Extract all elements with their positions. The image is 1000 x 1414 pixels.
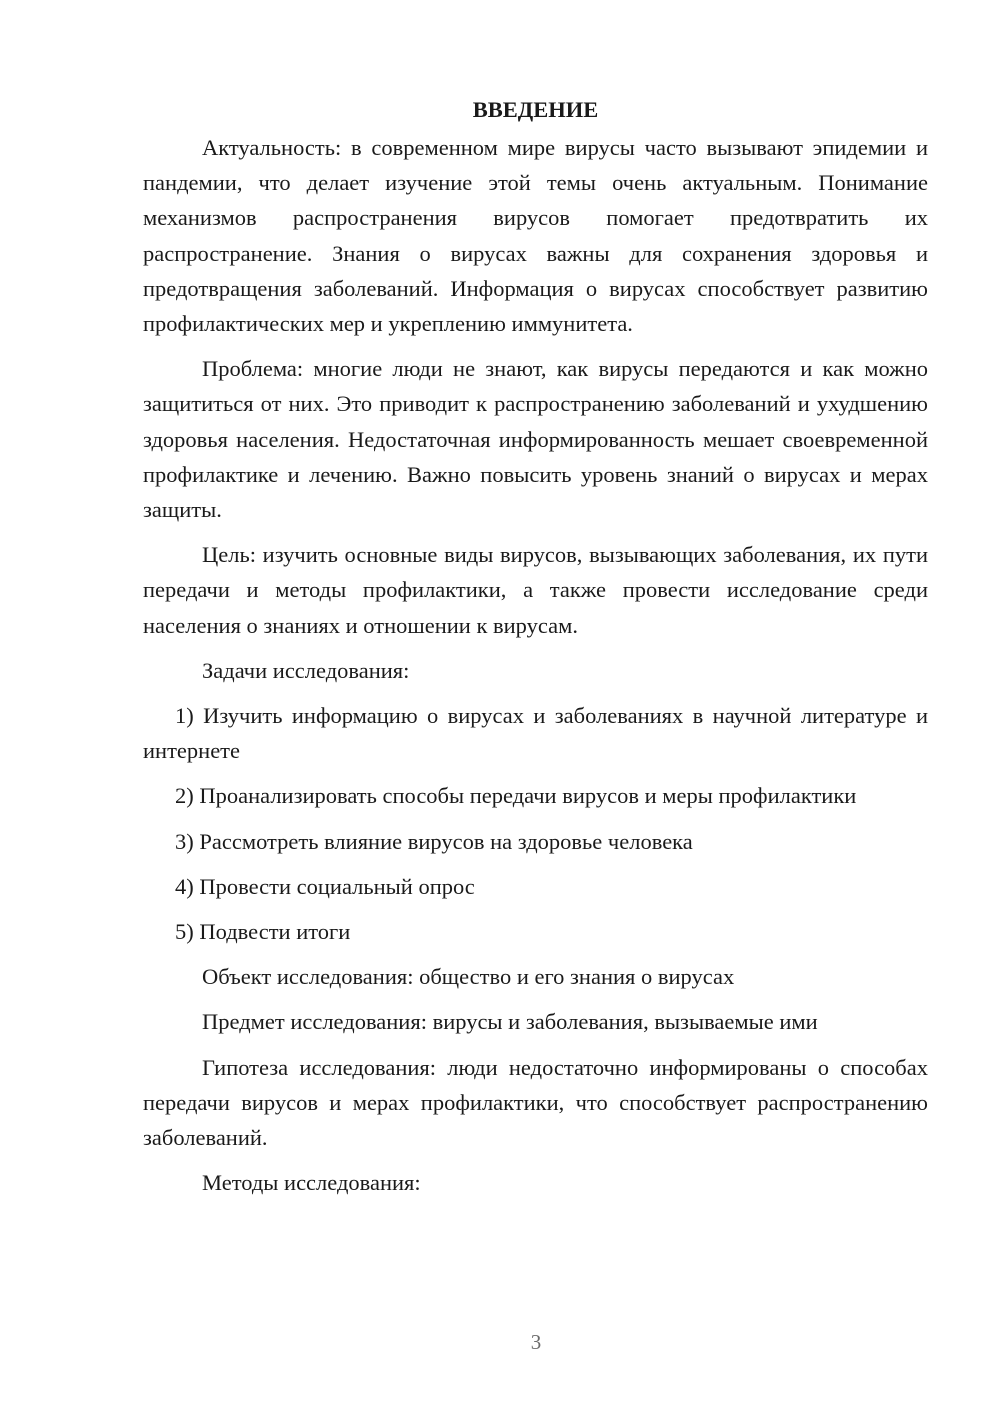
page-content — [143, 92, 928, 1200]
page-number: 3 — [530, 1330, 542, 1354]
paragraph-relevance: Актуальность: в современном мире вирусы часто вызывают эпидемии и пандемии, что делает изучение этой темы очень актуальным. Понимание механизмов распространения вирусов помогает предотвратить их распространение. Знания о вирусах важны для сохранения здоровья и предотвращения заболеваний. Информация о вирусах способствует развитию профилактических мер и укреплению иммунитета. — [143, 135, 928, 337]
paragraph-hypothesis: Гипотеза исследования: люди недостаточно информированы о способах передачи вирусов и мерах профилактики, что способствует распространению заболеваний. — [143, 1054, 928, 1151]
paragraph-problem: Проблема: многие люди не знают, как вирусы передаются и как можно защититься от них. Это приводит к распространению заболеваний и ухудшению здоровья населения. Недостаточная информированность мешает своевременной профилактике и лечению. Важно повысить уровень знаний о вирусах и мерах защиты. — [143, 356, 928, 523]
task-item-1: 1) Изучить информацию о вирусах и заболеваниях в научной литературе и интернете — [143, 703, 928, 764]
page-title: ВВЕДЕНИЕ — [472, 97, 599, 122]
paragraph-object: Объект исследования: общество и его знания о вирусах — [202, 964, 735, 990]
task-item-2: 2) Проанализировать способы передачи вирусов и меры профилактики — [175, 783, 857, 809]
task-item-4: 4) Провести социальный опрос — [175, 873, 475, 899]
task-item-3: 3) Рассмотреть влияние вирусов на здоровье человека — [175, 828, 693, 854]
paragraph-goal: Цель: изучить основные виды вирусов, вызывающих заболевания, их пути передачи и методы профилактики, а также провести исследование среди населения о знаниях и отношении к вирусам. — [143, 542, 928, 638]
paragraph-subject: Предмет исследования: вирусы и заболевания, вызываемые ими — [202, 1009, 818, 1035]
paragraph-tasks-heading: Задачи исследования: — [202, 657, 410, 683]
task-item-5: 5) Подвести итоги — [175, 919, 351, 945]
paragraph-methods: Методы исследования: — [202, 1170, 421, 1196]
